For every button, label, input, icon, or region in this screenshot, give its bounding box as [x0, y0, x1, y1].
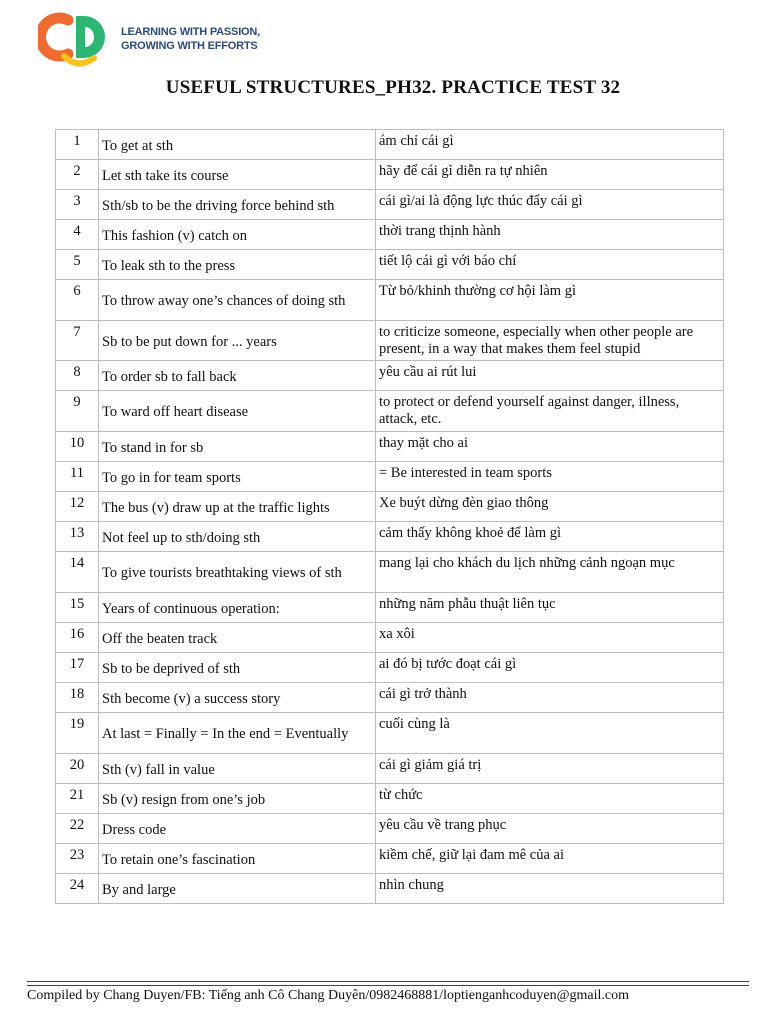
table-row: [56, 432, 724, 462]
table-row: [56, 754, 724, 784]
row-number: 19: [56, 713, 99, 754]
row-number: 17: [56, 653, 99, 683]
footer-rule-thin: [27, 985, 749, 986]
footer-rule: [27, 981, 749, 982]
brand-logo: [38, 8, 118, 68]
english-structure: Not feel up to sth/doing sth: [99, 522, 376, 552]
meaning: yêu cầu ai rút lui: [376, 361, 724, 391]
row-number: 2: [56, 160, 99, 190]
page-title: USEFUL STRUCTURES_PH32. PRACTICE TEST 32: [165, 77, 621, 98]
meaning: những năm phẫu thuật liên tục: [376, 593, 724, 623]
meaning: cái gì/ai là động lực thúc đẩy cái gì: [376, 190, 724, 220]
table-row: [56, 492, 724, 522]
row-number: 23: [56, 844, 99, 874]
row-number: 14: [56, 552, 99, 593]
meaning: tiết lộ cái gì với báo chí: [376, 250, 724, 280]
logo-mark: [38, 8, 118, 68]
row-number: 22: [56, 814, 99, 844]
table-row: [56, 280, 724, 321]
row-number: 13: [56, 522, 99, 552]
tagline-line-1: LEARNING WITH PASSION,: [121, 26, 261, 38]
row-number: 20: [56, 754, 99, 784]
english-structure: By and large: [99, 874, 376, 904]
row-number: 11: [56, 462, 99, 492]
meaning: cảm thấy không khoẻ để làm gì: [376, 522, 724, 552]
meaning: = Be interested in team sports: [376, 462, 724, 492]
meaning: cuối cùng là: [376, 713, 724, 754]
english-structure: Sb to be put down for ... years: [99, 321, 376, 361]
table-row: [56, 250, 724, 280]
table-row: [56, 361, 724, 391]
meaning: yêu cầu về trang phục: [376, 814, 724, 844]
row-number: 15: [56, 593, 99, 623]
meaning: to protect or defend yourself against danger, illness, attack, etc.: [376, 391, 724, 432]
row-number: 7: [56, 321, 99, 361]
footer-credit: Compiled by Chang Duyen/FB: Tiếng anh Cô Chang Duyên/0982468881/loptienganhcoduyen@gmail.com: [27, 988, 630, 1003]
table-row: [56, 522, 724, 552]
meaning: xa xôi: [376, 623, 724, 653]
english-structure: Let sth take its course: [99, 160, 376, 190]
meaning: kiềm chế, giữ lại đam mê của ai: [376, 844, 724, 874]
structures-table: [55, 129, 724, 904]
meaning: thay mặt cho ai: [376, 432, 724, 462]
table-row: [56, 713, 724, 754]
table-row: [56, 220, 724, 250]
english-structure: Sb (v) resign from one’s job: [99, 784, 376, 814]
table-row: [56, 130, 724, 160]
table-row: [56, 160, 724, 190]
row-number: 5: [56, 250, 99, 280]
english-structure: To order sb to fall back: [99, 361, 376, 391]
row-number: 4: [56, 220, 99, 250]
row-number: 1: [56, 130, 99, 160]
meaning: nhìn chung: [376, 874, 724, 904]
table-row: [56, 391, 724, 432]
meaning: cái gì trở thành: [376, 683, 724, 713]
english-structure: Years of continuous operation:: [99, 593, 376, 623]
english-structure: Sth/sb to be the driving force behind sth: [99, 190, 376, 220]
table-row: [56, 462, 724, 492]
table-row: [56, 623, 724, 653]
table-row: [56, 321, 724, 361]
table-row: [56, 814, 724, 844]
english-structure: To stand in for sb: [99, 432, 376, 462]
english-structure: At last = Finally = In the end = Eventually: [99, 713, 376, 754]
table-row: [56, 653, 724, 683]
english-structure: Off the beaten track: [99, 623, 376, 653]
meaning: cái gì giảm giá trị: [376, 754, 724, 784]
table-row: [56, 593, 724, 623]
meaning: Xe buýt dừng đèn giao thông: [376, 492, 724, 522]
table-row: [56, 190, 724, 220]
english-structure: To throw away one’s chances of doing sth: [99, 280, 376, 321]
row-number: 3: [56, 190, 99, 220]
row-number: 12: [56, 492, 99, 522]
table-row: [56, 844, 724, 874]
english-structure: To ward off heart disease: [99, 391, 376, 432]
english-structure: To leak sth to the press: [99, 250, 376, 280]
tagline-line-2: GROWING WITH EFFORTS: [121, 40, 258, 52]
english-structure: Sth (v) fall in value: [99, 754, 376, 784]
row-number: 16: [56, 623, 99, 653]
english-structure: To give tourists breathtaking views of sth: [99, 552, 376, 593]
row-number: 6: [56, 280, 99, 321]
english-structure: The bus (v) draw up at the traffic lights: [99, 492, 376, 522]
meaning: từ chức: [376, 784, 724, 814]
meaning: mang lại cho khách du lịch những cảnh ngoạn mục: [376, 552, 724, 593]
meaning: thời trang thịnh hành: [376, 220, 724, 250]
row-number: 10: [56, 432, 99, 462]
table-row: [56, 552, 724, 593]
table-row: [56, 874, 724, 904]
meaning: ám chỉ cái gì: [376, 130, 724, 160]
row-number: 21: [56, 784, 99, 814]
row-number: 24: [56, 874, 99, 904]
english-structure: To get at sth: [99, 130, 376, 160]
english-structure: Sth become (v) a success story: [99, 683, 376, 713]
row-number: 8: [56, 361, 99, 391]
row-number: 9: [56, 391, 99, 432]
meaning: Từ bỏ/khinh thường cơ hội làm gì: [376, 280, 724, 321]
meaning: to criticize someone, especially when other people are present, in a way that makes them feel stupid: [376, 321, 724, 361]
table-row: [56, 683, 724, 713]
meaning: hãy để cái gì diễn ra tự nhiên: [376, 160, 724, 190]
english-structure: To go in for team sports: [99, 462, 376, 492]
english-structure: Sb to be deprived of sth: [99, 653, 376, 683]
english-structure: To retain one’s fascination: [99, 844, 376, 874]
english-structure: This fashion (v) catch on: [99, 220, 376, 250]
row-number: 18: [56, 683, 99, 713]
table-row: [56, 784, 724, 814]
english-structure: Dress code: [99, 814, 376, 844]
brand-tagline: [121, 25, 260, 53]
meaning: ai đó bị tước đoạt cái gì: [376, 653, 724, 683]
